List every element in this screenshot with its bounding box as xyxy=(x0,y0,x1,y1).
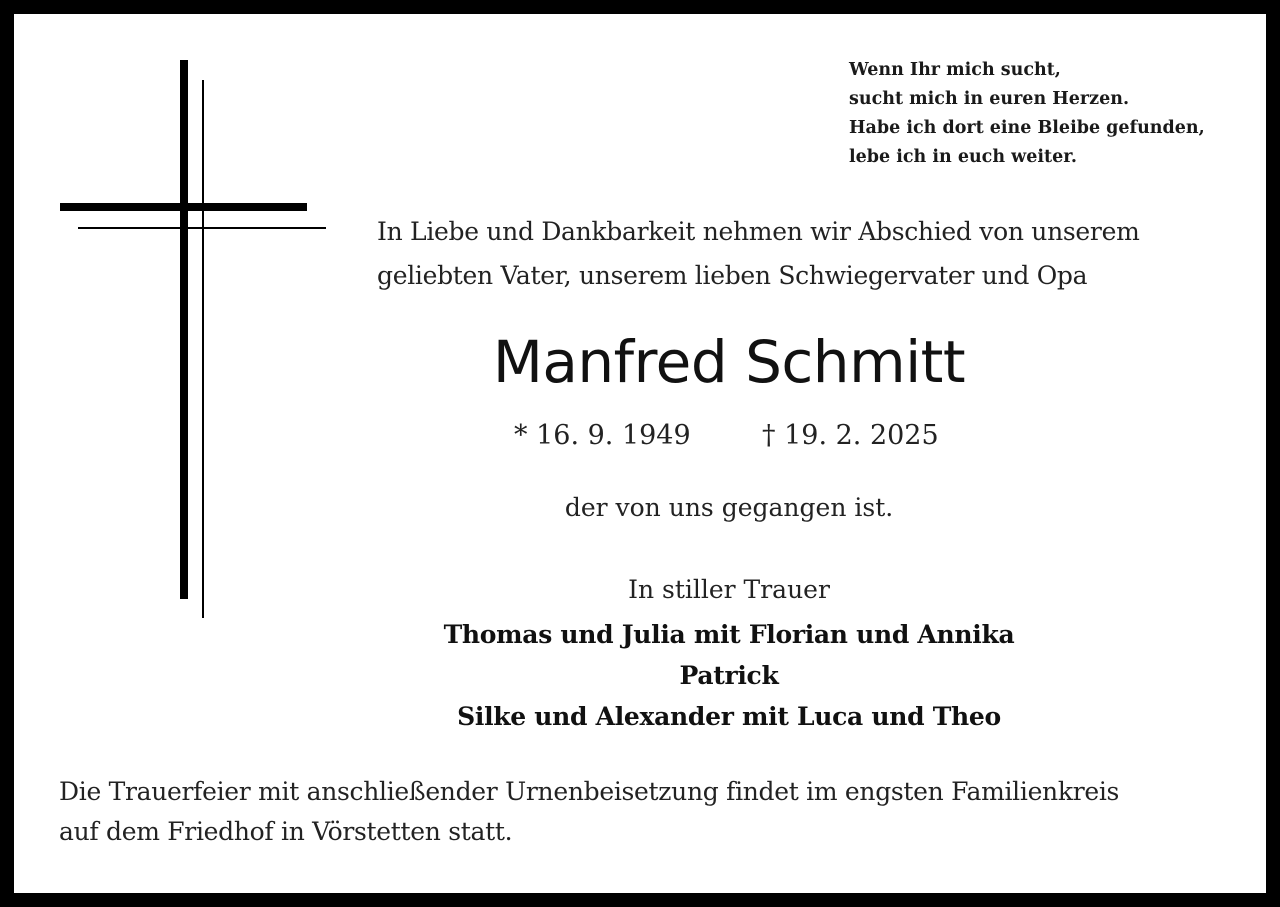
cross-horizontal-line xyxy=(78,227,326,229)
poem-line: sucht mich in euren Herzen. xyxy=(849,89,1130,109)
cross-vertical-beam xyxy=(180,60,188,599)
death-date: † 19. 2. 2025 xyxy=(762,420,939,451)
poem-line: lebe ich in euch weiter. xyxy=(849,147,1077,167)
intro-line: In Liebe und Dankbarkeit nehmen wir Abschied von unserem xyxy=(377,217,1140,246)
cross-icon xyxy=(14,14,354,654)
intro-text xyxy=(377,210,1257,298)
deceased-name: Manfred Schmitt xyxy=(492,328,966,396)
ceremony-info xyxy=(59,772,1259,852)
ceremony-line: Die Trauerfeier mit anschließender Urnenbeisetzung findet im engsten Familienkreis xyxy=(59,777,1120,806)
family-list xyxy=(344,614,1114,737)
birth-date: * 16. 9. 1949 xyxy=(514,420,691,451)
mourning-heading: In stiller Trauer xyxy=(628,575,830,604)
ceremony-line: auf dem Friedhof in Vörstetten statt. xyxy=(59,817,513,846)
family-line: Thomas und Julia mit Florian und Annika xyxy=(443,620,1015,649)
passed-text: der von uns gegangen ist. xyxy=(564,493,894,522)
poem-line: Wenn Ihr mich sucht, xyxy=(849,60,1061,80)
cross-vertical-line xyxy=(202,80,204,618)
obituary-notice xyxy=(14,14,1266,893)
family-line: Silke und Alexander mit Luca und Theo xyxy=(457,702,1001,731)
cross-horizontal-beam xyxy=(60,203,307,211)
poem xyxy=(849,56,1249,172)
intro-line: geliebten Vater, unserem lieben Schwiegervater und Opa xyxy=(377,261,1088,290)
family-line: Patrick xyxy=(679,661,779,690)
poem-line: Habe ich dort eine Bleibe gefunden, xyxy=(849,118,1205,138)
